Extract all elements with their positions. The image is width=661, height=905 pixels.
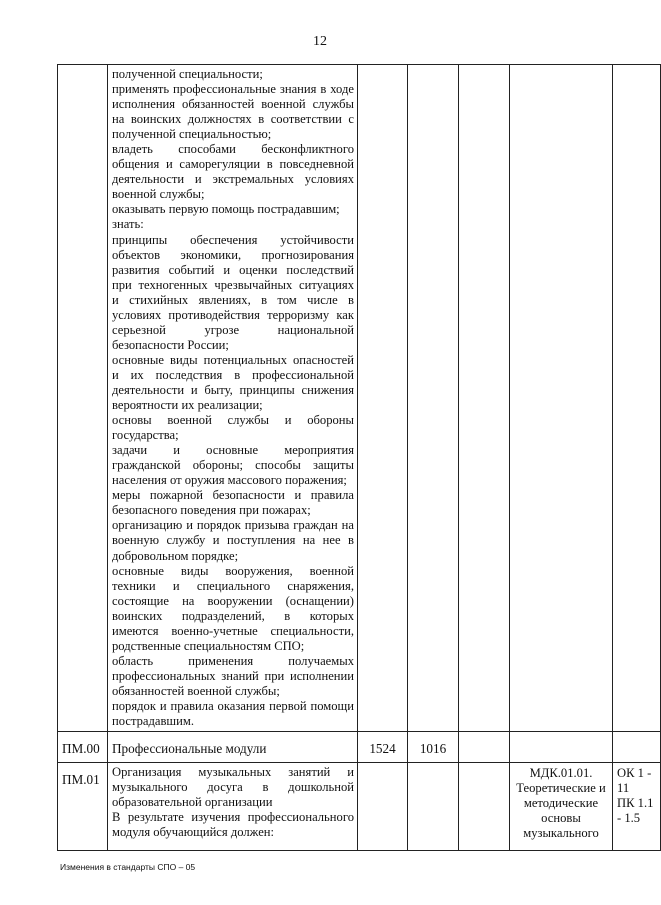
text-line: 11 xyxy=(617,781,630,796)
cell-empty xyxy=(613,65,661,732)
text-line: пострадавшим. xyxy=(112,714,194,729)
text-line: развития событий и оценки последствий xyxy=(112,262,354,277)
text-line: населения от оружия массового поражения; xyxy=(112,473,347,488)
text-line: полученной специальностью; xyxy=(112,127,272,142)
cell-code-empty xyxy=(58,65,108,732)
text-line: МДК.01.01. xyxy=(529,766,593,781)
text-line: состоящие на вооружении (оснащении) xyxy=(112,593,354,608)
mdk-cell xyxy=(510,763,613,851)
page-number: 12 xyxy=(313,34,327,49)
text-line: задачи и основные мероприятия xyxy=(112,443,354,458)
cell-empty xyxy=(459,732,510,763)
text-line: образовательной организации xyxy=(112,795,273,810)
text-line: и их последствия в профессиональной xyxy=(112,367,354,382)
text-line: государства; xyxy=(112,428,179,443)
text-line: военной службы; xyxy=(112,187,205,202)
text-line: воинских подразделений, в которых xyxy=(112,608,354,623)
text-line: В результате изучения профессионального xyxy=(112,810,354,825)
cell-empty xyxy=(408,763,459,851)
text-line: техники и специального снаряжения, xyxy=(112,578,354,593)
text-line: серьезной угрозе национальной xyxy=(112,322,354,337)
text-line: основы xyxy=(541,811,581,826)
row-title: Профессиональные модули xyxy=(108,732,358,763)
cell-empty xyxy=(358,763,408,851)
mandatory-load-value: 1016 xyxy=(408,732,459,763)
text-line: добровольном порядке; xyxy=(112,548,239,563)
text-line: и стихийных явлениях, в том числе в xyxy=(112,292,354,307)
table-row-pm01 xyxy=(58,763,661,851)
text-line: обязанностей военной службы; xyxy=(112,683,280,698)
text-line: музыкального досуга в дошкольной xyxy=(112,780,354,795)
text-line: основы военной службы и обороны xyxy=(112,413,354,428)
cell-empty xyxy=(358,65,408,732)
cell-empty xyxy=(408,65,459,732)
text-line: родственные специальностям СПО; xyxy=(112,638,305,653)
curriculum-table xyxy=(57,64,661,851)
text-line: ОК 1 - xyxy=(617,766,652,781)
text-line: основные виды потенциальных опасностей xyxy=(112,352,354,367)
text-line: модуля обучающийся должен: xyxy=(112,825,275,840)
text-line: меры пожарной безопасности и правила xyxy=(112,488,354,503)
text-line: методические xyxy=(523,796,599,811)
text-line: Организация музыкальных занятий и xyxy=(112,765,354,780)
text-line: безопасности России; xyxy=(112,337,229,352)
text-line: музыкального xyxy=(523,826,599,841)
text-line: знать: xyxy=(112,217,144,232)
cell-empty xyxy=(459,763,510,851)
cell-empty xyxy=(459,65,510,732)
text-line: применять профессиональные знания в ходе xyxy=(112,82,354,97)
table-row-pm00 xyxy=(58,732,661,763)
text-line: при техногенных чрезвычайных ситуациях xyxy=(112,277,354,292)
continuation-text-cell xyxy=(108,65,358,732)
footer-note: Изменения в стандарты СПО – 05 xyxy=(60,862,196,872)
text-line: деятельности и экстремальных условиях xyxy=(112,172,354,187)
text-line: объектов экономики, прогнозирования xyxy=(112,247,354,262)
text-line: - 1.5 xyxy=(617,811,641,826)
row-code: ПМ.00 xyxy=(58,732,108,763)
text-line: военную службу и поступления на нее в xyxy=(112,533,354,548)
text-line: вероятности их реализации; xyxy=(112,398,263,413)
cell-empty xyxy=(613,732,661,763)
text-line: условиях противодействия терроризму как xyxy=(112,307,354,322)
text-line: исполнения обязанностей военной службы xyxy=(112,97,354,112)
text-line: общения и саморегуляции в повседневной xyxy=(112,157,354,172)
table-row-continuation xyxy=(58,65,661,732)
text-line: владеть способами бесконфликтного xyxy=(112,142,354,157)
text-line: профессиональных знаний при исполнении xyxy=(112,668,354,683)
row-code: ПМ.01 xyxy=(58,763,108,851)
text-line: организацию и порядок призыва граждан на xyxy=(112,518,354,533)
text-line: безопасного поведения при пожарах; xyxy=(112,503,311,518)
text-line: гражданской обороны; способы защиты xyxy=(112,458,354,473)
text-line: деятельности и быту, принципы снижения xyxy=(112,382,354,397)
text-line: область применения получаемых xyxy=(112,653,354,668)
text-line: Теоретические и xyxy=(516,781,606,796)
cell-empty xyxy=(510,732,613,763)
text-line: порядок и правила оказания первой помощи xyxy=(112,698,354,713)
text-line: на воинских должностях в соответствии с xyxy=(112,112,354,127)
module-description-cell xyxy=(108,763,358,851)
text-line: основные виды вооружения, военной xyxy=(112,563,354,578)
text-line: имеются военно-учетные специальности, xyxy=(112,623,354,638)
competencies-cell xyxy=(613,763,661,851)
cell-empty xyxy=(510,65,613,732)
text-line: полученной специальности; xyxy=(112,67,263,81)
text-line: принципы обеспечения устойчивости xyxy=(112,232,354,247)
text-line: ПК 1.1 xyxy=(617,796,654,811)
max-load-value: 1524 xyxy=(358,732,408,763)
text-line: оказывать первую помощь пострадавшим; xyxy=(112,202,340,217)
